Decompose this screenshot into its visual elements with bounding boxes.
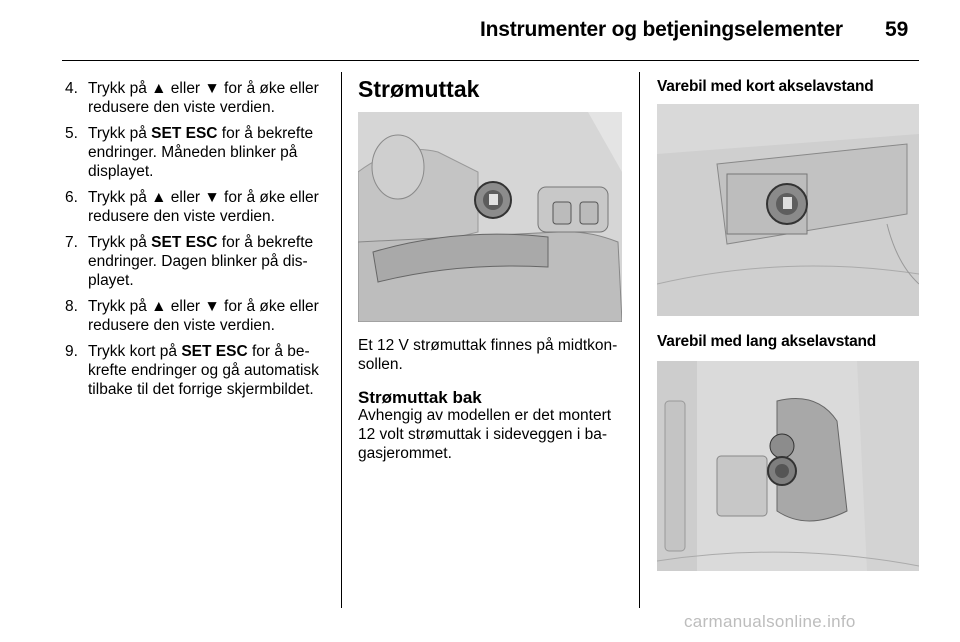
- long-wheelbase-caption: Varebil med lang akselavstand: [657, 333, 877, 350]
- step-text: Trykk på ▲ eller ▼ for å øke eller redusere den viste verdien.: [88, 189, 319, 225]
- step-text: Trykk på ▲ eller ▼ for å øke eller redusere den viste verdien.: [88, 80, 319, 116]
- column-divider-right: [639, 72, 640, 608]
- list-item: [65, 124, 327, 181]
- column-divider-left: [341, 72, 342, 608]
- step-text: Trykk på ▲ eller ▼ for å øke eller redusere den viste verdien.: [88, 298, 319, 334]
- page-title: Instrumenter og betjeningselementer: [480, 18, 843, 41]
- long-wheelbase-drawing: [657, 361, 919, 571]
- short-wheelbase-drawing: [657, 104, 919, 316]
- step-number: 4.: [65, 80, 78, 97]
- step-number: 8.: [65, 298, 78, 315]
- step-text: Trykk på SET ESC for å bekrefte endringer. Måneden blinker på displayet.: [88, 125, 314, 180]
- step-number: 9.: [65, 343, 78, 360]
- header-divider: [62, 60, 919, 61]
- rear-socket-text: Avhengig av modellen er det montert 12 volt strømuttak i sideveggen i ba-gasjerommet.: [358, 407, 612, 462]
- short-wheelbase-illustration: [657, 104, 919, 316]
- section-title: Strømuttak: [358, 76, 480, 102]
- list-item: [65, 79, 327, 117]
- console-socket-text: Et 12 V strømuttak finnes på midtkon-sollen.: [358, 337, 618, 373]
- step-text: Trykk kort på SET ESC for å be-krefte endringer og gå automatisk tilbake til det forrige skjermbildet.: [88, 343, 319, 398]
- short-wheelbase-caption: Varebil med kort akselavstand: [657, 78, 874, 95]
- step-number: 7.: [65, 234, 78, 251]
- page-number: 59: [885, 18, 909, 41]
- rear-socket-title: Strømuttak bak: [358, 388, 482, 407]
- long-wheelbase-illustration: [657, 361, 919, 571]
- step-number: 6.: [65, 189, 78, 206]
- step-text: Trykk på SET ESC for å bekrefte endringer. Dagen blinker på dis-playet.: [88, 234, 314, 289]
- watermark: carmanualsonline.info: [684, 612, 856, 631]
- steps-list: [65, 79, 327, 406]
- list-item: [65, 188, 327, 226]
- list-item: [65, 233, 327, 290]
- list-item: [65, 342, 327, 399]
- center-console-illustration: [358, 112, 622, 322]
- center-console-drawing: [358, 112, 622, 322]
- list-item: [65, 297, 327, 335]
- step-number: 5.: [65, 125, 78, 142]
